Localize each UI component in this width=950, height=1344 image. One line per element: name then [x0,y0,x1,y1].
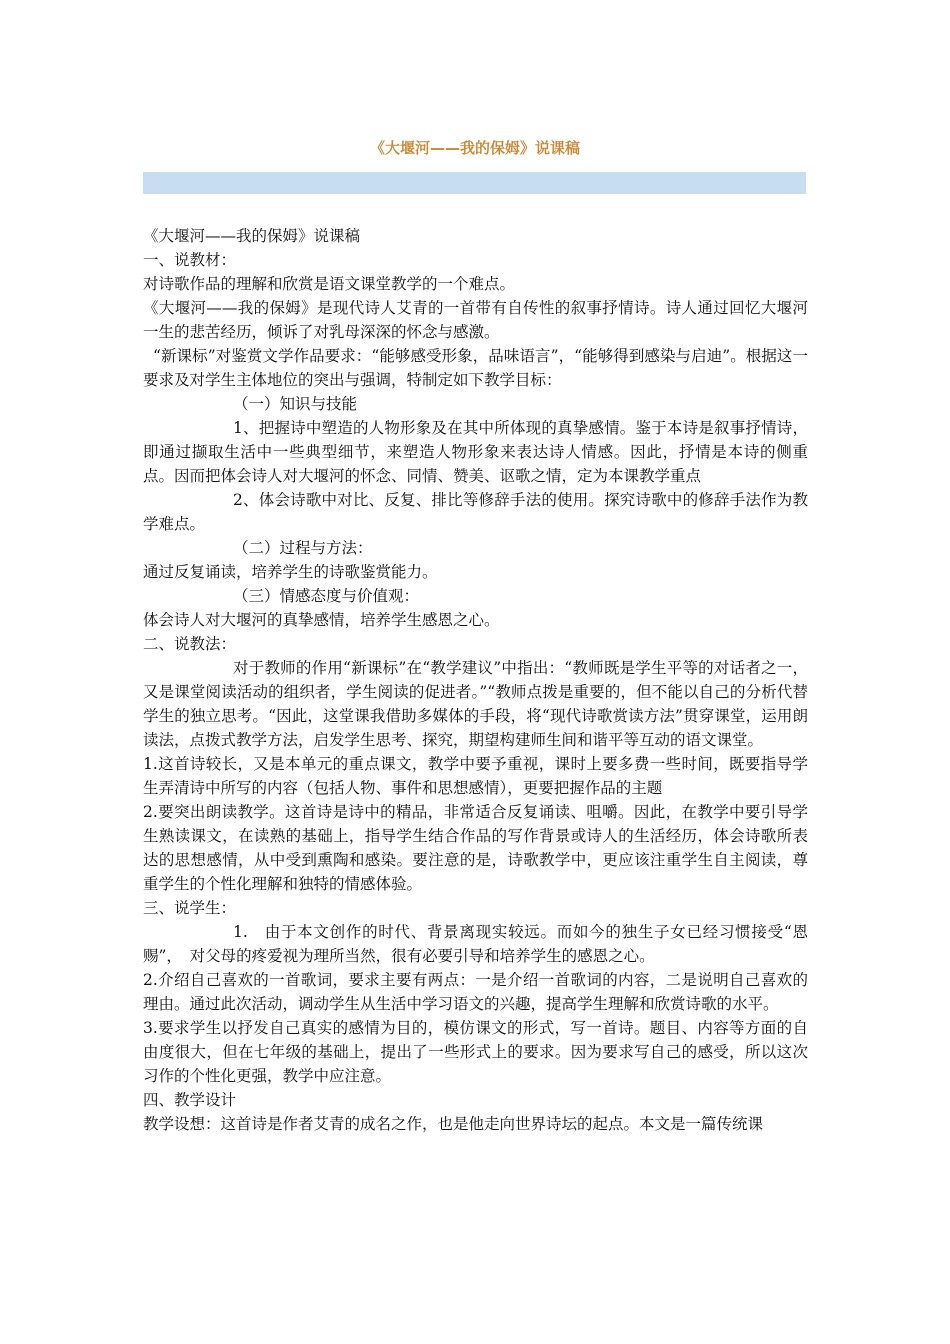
doc-paragraph: 2、体会诗歌中对比、反复、排比等修辞手法的使用。探究诗歌中的修辞手法作为教学难点。 [143,491,808,533]
doc-paragraph: 通过反复诵读，培养学生的诗歌鉴赏能力。 [143,563,438,581]
subsection-heading: （二）过程与方法： [233,539,373,557]
section-heading: 一、说教材： [143,251,237,269]
section-heading: 三、说学生： [143,899,237,917]
doc-paragraph: 1.这首诗较长，又是本单元的重点课文，教学中要予重视，课时上要多费一些时间，既要指导学生弄清诗中所写的内容（包括人物、事件和思想感情），更要把握作品的主题 [143,755,808,797]
doc-paragraph: 体会诗人对大堰河的真挚感情，培养学生感恩之心。 [143,611,500,629]
doc-paragraph: 2.介绍自己喜欢的一首歌词，要求主要有两点：一是介绍一首歌词的内容，二是说明自己喜欢的理由。通过此次活动，调动学生从生活中学习语文的兴趣，提高学生理解和欣赏诗歌的水平。 [143,971,808,1013]
section-heading: 四、教学设计 [143,1091,237,1109]
doc-paragraph: 2.要突出朗读教学。这首诗是诗中的精品，非常适合反复诵读、咀嚼。因此，在教学中要引导学生熟读课文，在读熟的基础上，指导学生结合作品的写作背景或诗人的生活经历，体会诗歌所表达的思想感情，从中受到熏陶和感染。要注意的是，诗歌教学中，更应该注重学生自主阅读，尊重学生的个性化理解和独特的情感体验。 [143,803,808,893]
doc-paragraph: 1. 由于本文创作的时代、背景离现实较远。而如今的独生子女已经习惯接受“恩赐”， 对父母的疼爱视为理所当然，很有必要引导和培养学生的感恩之心。 [143,923,808,965]
subsection-heading: （一）知识与技能 [233,395,358,413]
doc-paragraph: 对于教师的作用“新课标”在“教学建议”中指出：“教师既是学生平等的对话者之一，又是课堂阅读活动的组织者，学生阅读的促进者。”“教师点拨是重要的，但不能以自己的分析代替学生的独立思考。“因此，这堂课我借助多媒体的手段，将“现代诗歌赏读方法”贯穿课堂，运用朗读法，点拨式教学方法，启发学生思考、探究，期望构建师生间和谐平等互动的语文课堂。 [143,659,808,749]
doc-paragraph: 3.要求学生以抒发自己真实的感情为目的，模仿课文的形式，写一首诗。题目、内容等方面的自由度很大，但在七年级的基础上，提出了一些形式上的要求。因为要求写自己的感受，所以这次习作的个性化更强，教学中应注意。 [143,1019,808,1085]
doc-paragraph: 《大堰河——我的保姆》说课稿 [143,227,361,245]
doc-paragraph: 对诗歌作品的理解和欣赏是语文课堂教学的一个难点。 [143,275,516,293]
title-divider-bar [143,172,806,194]
doc-paragraph: 1、把握诗中塑造的人物形象及在其中所体现的真挚感情。鉴于本诗是叙事抒情诗，即通过撷取生活中一些典型细节，来塑造人物形象来表达诗人情感。因此，抒情是本诗的侧重点。因而把体会诗人对大堰河的怀念、同情、赞美、讴歌之情，定为本课教学重点 [143,419,808,485]
document-body [143,224,808,1136]
doc-paragraph: “新课标”对鉴赏文学作品要求：“能够感受形象，品味语言”，“能够得到感染与启迪”。根据这一要求及对学生主体地位的突出与强调，特制定如下教学目标： [143,347,808,389]
doc-paragraph: 教学设想：这首诗是作者艾青的成名之作，也是他走向世界诗坛的起点。本文是一篇传统课 [143,1115,764,1133]
doc-paragraph: 《大堰河——我的保姆》是现代诗人艾青的一首带有自传性的叙事抒情诗。诗人通过回忆大堰河一生的悲苦经历，倾诉了对乳母深深的怀念与感激。 [143,299,808,341]
section-heading: 二、说教法： [143,635,237,653]
subsection-heading: （三）情感态度与价值观： [233,587,420,605]
page-title: 《大堰河——我的保姆》说课稿 [369,139,580,157]
